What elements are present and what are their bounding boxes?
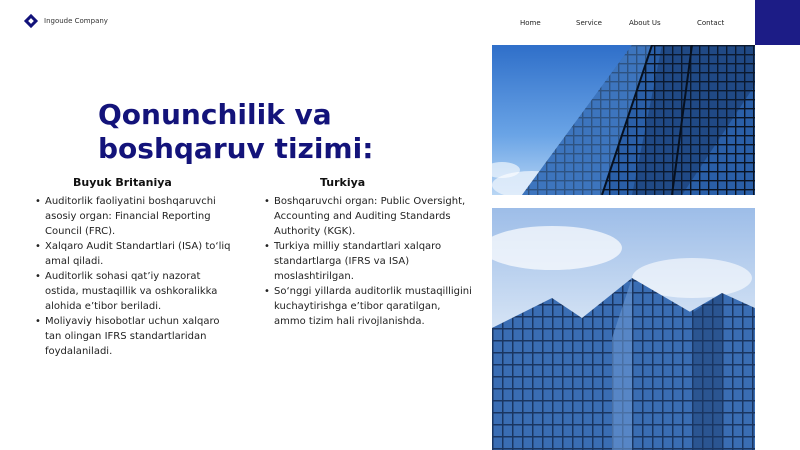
nav-contact-link[interactable]: Contact (697, 19, 725, 27)
nav-home-link[interactable]: Home (520, 19, 541, 27)
page-title (98, 98, 438, 166)
nav-about-link[interactable]: About Us (629, 19, 661, 27)
skyscraper-photo-top (492, 45, 755, 195)
uk-bullet-item: • Auditorlik sohasi qat’iy nazorat ostida, mustaqillik va oshkoralikka alohida e’tibor beriladi. (35, 269, 235, 314)
title-line-1: Qonunchilik va (98, 98, 332, 131)
diamond-logo-icon (24, 14, 38, 28)
uk-bullet-list (35, 194, 235, 359)
skyscraper-photo-bottom (492, 208, 755, 450)
turkey-bullet-item: • Boshqaruvchi organ: Public Oversight, Accounting and Auditing Standards Authority (KGK). (264, 194, 474, 239)
nav-service-link[interactable]: Service (576, 19, 602, 27)
title-line-2: boshqaruv tizimi: (98, 132, 374, 165)
brand-name: Ingoude Company (44, 17, 108, 25)
company-logo[interactable] (26, 16, 108, 26)
uk-bullet-item: • Xalqaro Audit Standartlari (ISA) to‘liq amal qiladi. (35, 239, 235, 269)
turkey-bullet-list (264, 194, 474, 329)
uk-bullet-item: • Moliyaviy hisobotlar uchun xalqaro tan olingan IFRS standartlaridan foydalaniladi. (35, 314, 235, 359)
turkey-bullet-item: • So‘nggi yillarda auditorlik mustaqilligini kuchaytirishga e’tibor qaratilgan, ammo tizim hali rivojlanishda. (264, 284, 474, 329)
corner-accent-block (755, 0, 800, 45)
uk-bullet-item: • Auditorlik faoliyatini boshqaruvchi asosiy organ: Financial Reporting Council (FRC). (35, 194, 235, 239)
uk-heading: Buyuk Britaniya (73, 176, 172, 189)
turkey-heading: Turkiya (320, 176, 366, 189)
turkey-bullet-item: • Turkiya milliy standartlari xalqaro standartlarga (IFRS va ISA) moslashtirilgan. (264, 239, 474, 284)
